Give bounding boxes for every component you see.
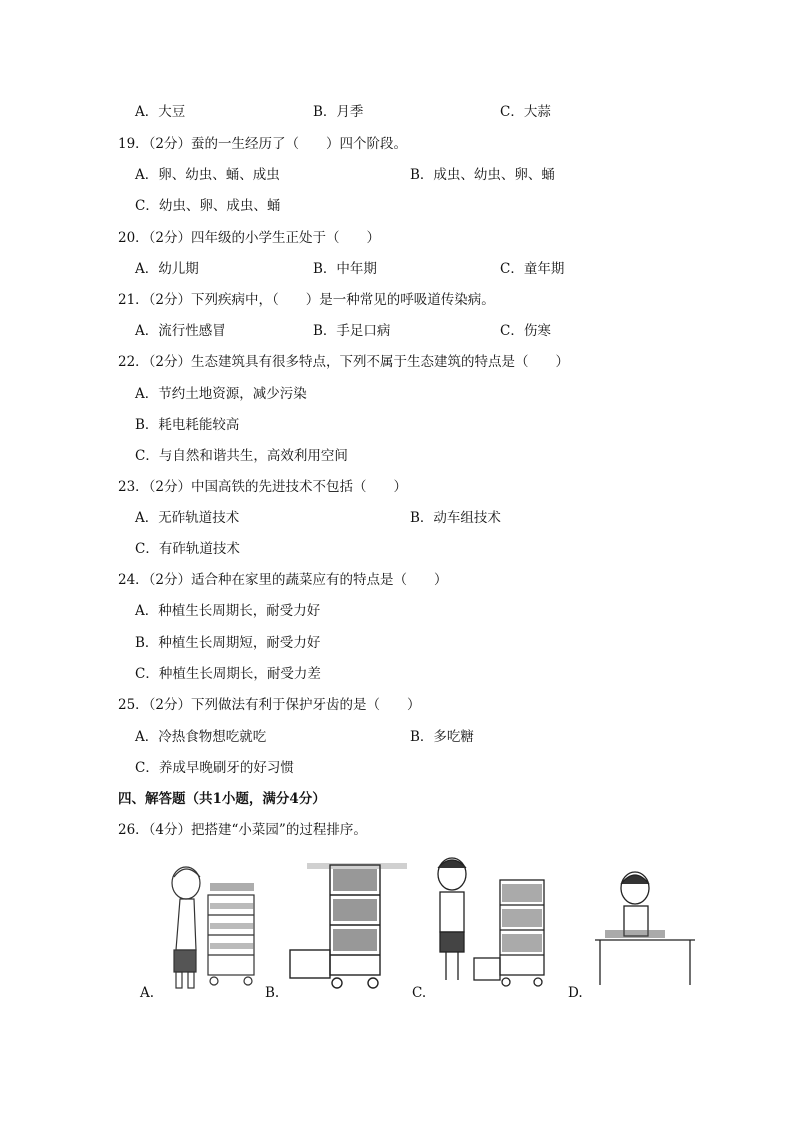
q21-option-a: A．流行性感冒 <box>135 323 226 339</box>
q18-option-a: A．大豆 <box>135 104 186 120</box>
figure-a-label: A. <box>140 985 155 1001</box>
figure-a-illustration <box>158 855 273 1000</box>
q25-option-b: B．多吃糖 <box>410 729 474 745</box>
section-heading: 四、解答题（共1小题，满分4分） <box>118 791 326 807</box>
q22-option-a: A．节约土地资源，减少污染 <box>135 386 307 402</box>
q20-stem: 20．（2分）四年级的小学生正处于（ ） <box>118 230 381 246</box>
q19-stem: 19．（2分）蚕的一生经历了（ ）四个阶段。 <box>118 136 408 152</box>
q20-option-a: A．幼儿期 <box>135 261 199 277</box>
q21-option-c: C．伤寒 <box>500 323 551 339</box>
figure-c-label: C. <box>412 985 427 1001</box>
q18-option-c: C．大蒜 <box>500 104 551 120</box>
q25-option-c: C．养成早晚刷牙的好习惯 <box>135 760 294 776</box>
q21-stem: 21．（2分）下列疾病中，（ ）是一种常见的呼吸道传染病。 <box>118 292 495 308</box>
q24-stem: 24．（2分）适合种在家里的蔬菜应有的特点是（ ） <box>118 572 448 588</box>
q23-stem: 23．（2分）中国高铁的先进技术不包括（ ） <box>118 479 408 495</box>
q25-stem: 25．（2分）下列做法有利于保护牙齿的是（ ） <box>118 697 421 713</box>
figure-b-label: B. <box>265 985 280 1001</box>
figure-c-illustration <box>430 850 560 1000</box>
q26-stem: 26．（4分）把搭建“小菜园”的过程排序。 <box>118 822 367 838</box>
q22-option-b: B．耗电耗能较高 <box>135 417 240 433</box>
q23-option-c: C．有砟轨道技术 <box>135 541 240 557</box>
q23-option-a: A．无砟轨道技术 <box>135 510 240 526</box>
q18-option-b: B．月季 <box>313 104 364 120</box>
q21-option-b: B．手足口病 <box>313 323 391 339</box>
q23-option-b: B．动车组技术 <box>410 510 501 526</box>
q19-option-b: B．成虫、幼虫、卵、蛹 <box>410 167 555 183</box>
q25-option-a: A．冷热食物想吃就吃 <box>135 729 267 745</box>
q20-option-c: C．童年期 <box>500 261 565 277</box>
q20-option-b: B．中年期 <box>313 261 377 277</box>
q24-option-c: C．种植生长周期长，耐受力差 <box>135 666 321 682</box>
figure-d-illustration <box>590 860 700 995</box>
figure-d-label: D. <box>568 985 583 1001</box>
figure-b-illustration <box>285 855 410 1000</box>
q19-option-a: A．卵、幼虫、蛹、成虫 <box>135 167 280 183</box>
q22-option-c: C．与自然和谐共生，高效利用空间 <box>135 448 348 464</box>
q24-option-a: A．种植生长周期长，耐受力好 <box>135 603 321 619</box>
q24-option-b: B．种植生长周期短，耐受力好 <box>135 635 321 651</box>
q22-stem: 22．（2分）生态建筑具有很多特点，下列不属于生态建筑的特点是（ ） <box>118 354 570 370</box>
q19-option-c: C．幼虫、卵、成虫、蛹 <box>135 198 281 214</box>
